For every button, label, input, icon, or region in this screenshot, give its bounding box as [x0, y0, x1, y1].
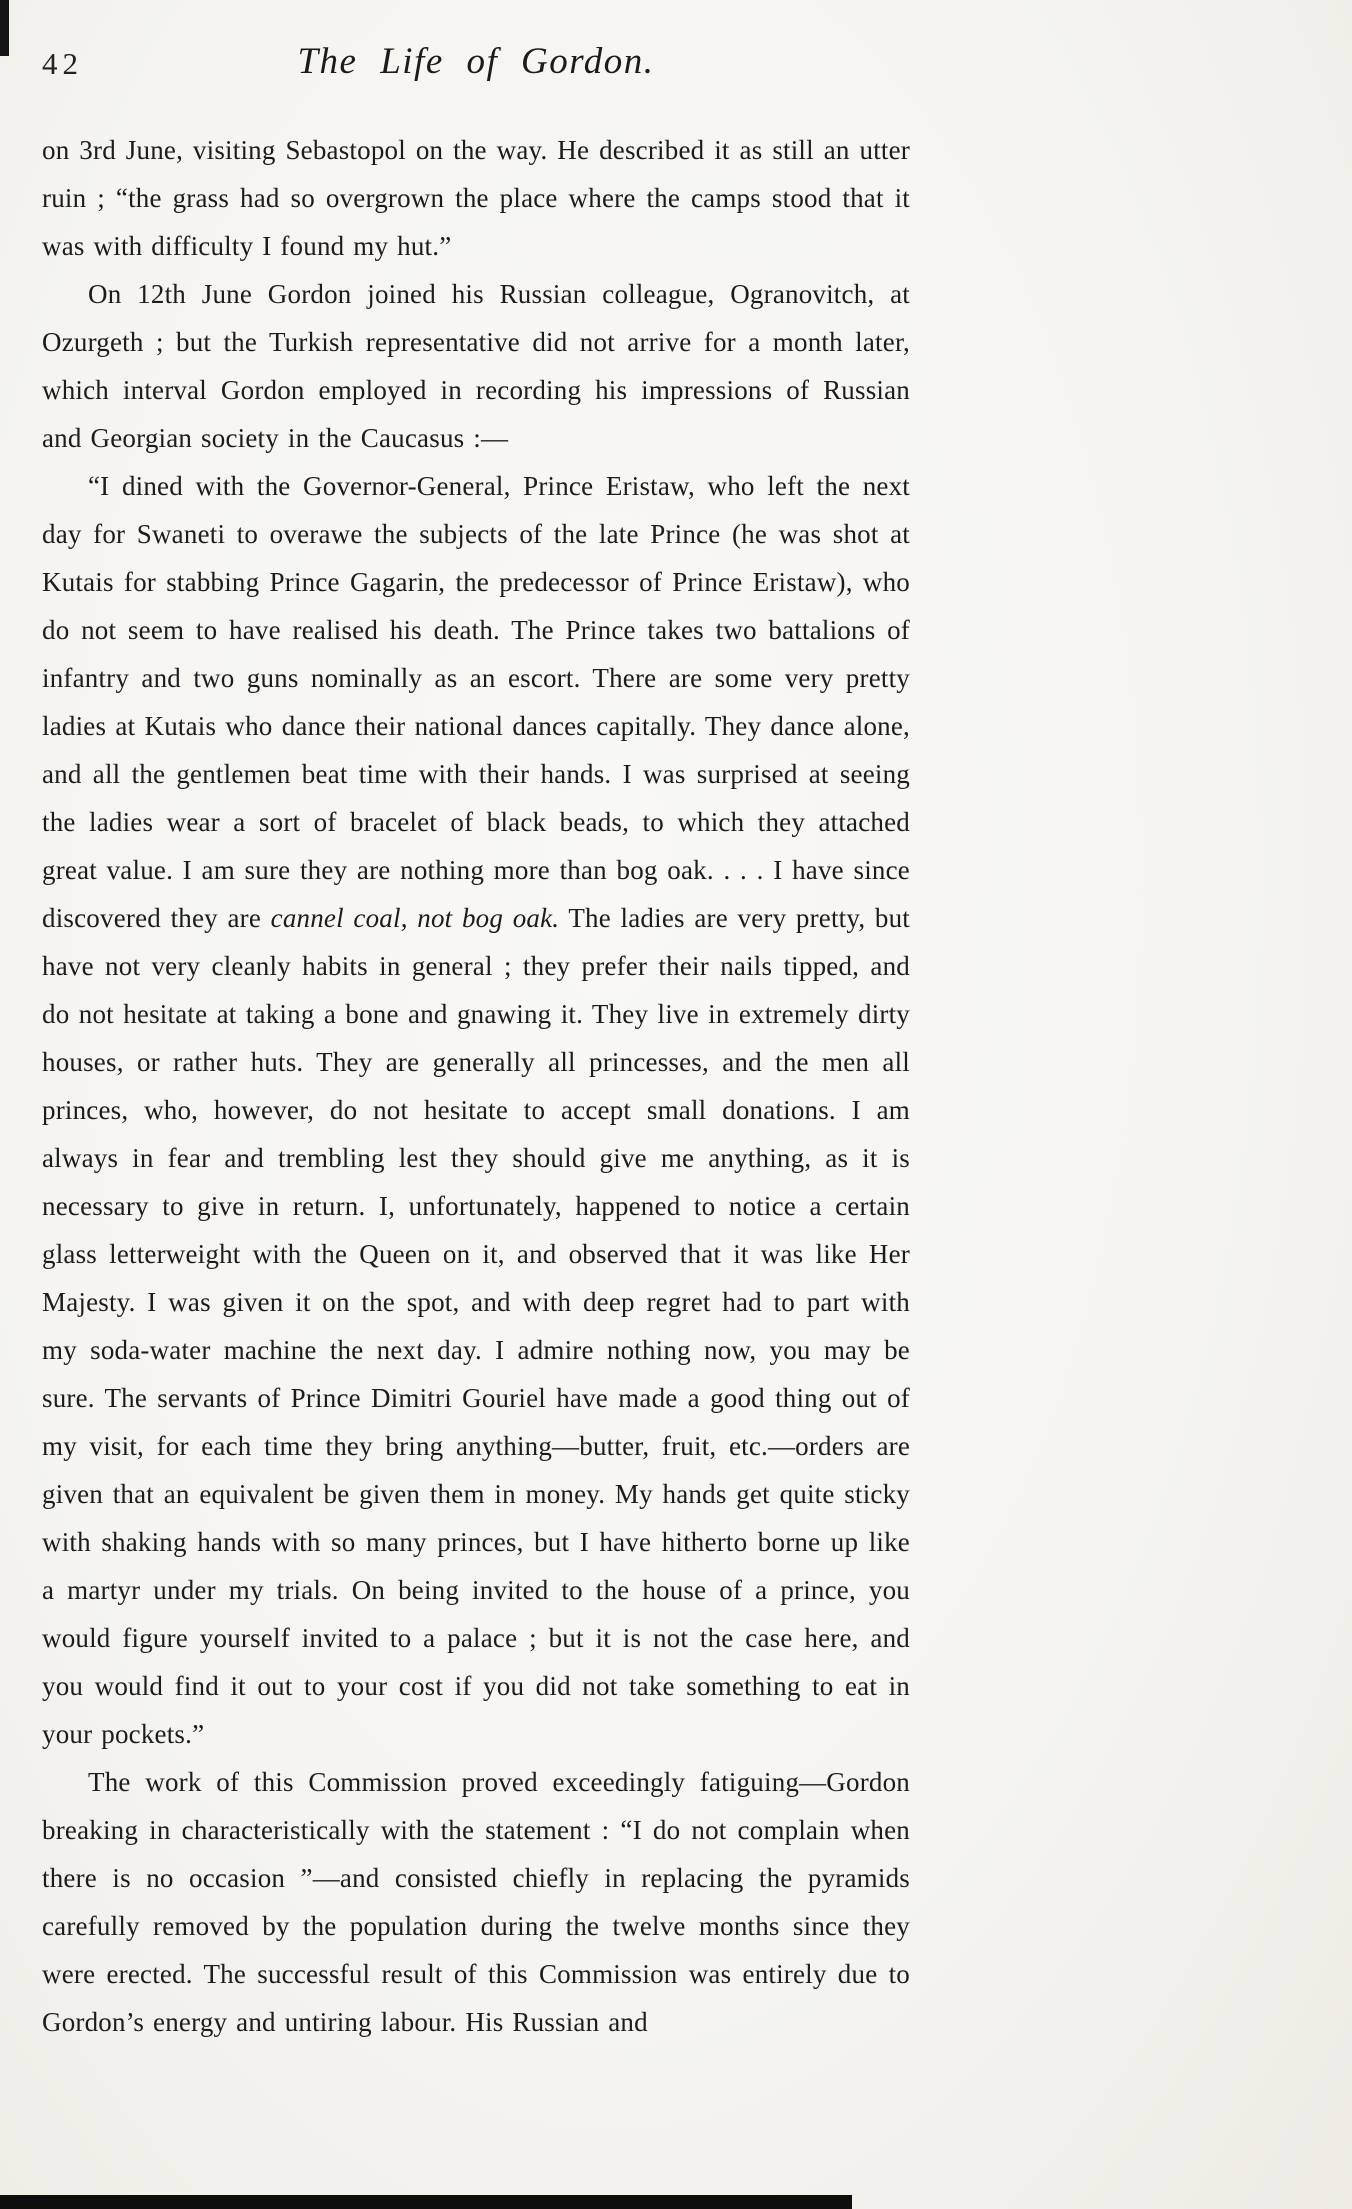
paragraph-continuation [42, 126, 910, 270]
paragraph-commission-result [42, 1758, 910, 2046]
text-column [42, 0, 910, 2046]
paragraph-text: “I dined with the Governor-General, Prince Eristaw, who left the next day for Swaneti to overawe the subjects of the late Prince (he was shot at Kutais for stabbing Prince Gagarin, the predecessor of Prince Eristaw), who do not seem to have realised his death. The Prince takes two battalions of infantry and two guns nominally as an escort. There are some very pretty ladies at Kutais who dance their national dances capitally. They dance alone, and all the gentlemen beat time with their hands. I was surprised at seeing the ladies wear a sort of bracelet of black beads, to which they attached great value. I am sure they are nothing more than bog oak. . . . I have since discovered they are [42, 471, 910, 933]
paragraph-text: On 12th June Gordon joined his Russian colleague, Ogranovitch, at Ozurgeth ; but the Turkish representative did not arrive for a month later, which interval Gordon employed in recording his impressions of Russian and Georgian society in the Caucasus :— [42, 279, 910, 453]
italic-phrase: cannel coal, not bog oak. [270, 903, 560, 933]
page-header [42, 40, 910, 98]
page-body [42, 126, 910, 2046]
paragraph-quoted-letter [42, 462, 910, 1758]
paragraph-text: The ladies are very pretty, but have not very cleanly habits in general ; they prefer their nails tipped, and do not hesitate at taking a bone and gnawing it. They live in extremely dirty houses, or rather huts. They are generally all princesses, and the men all princes, who, however, do not hesitate to accept small donations. I am always in fear and trembling lest they should give me anything, as it is necessary to give in return. I, unfortunately, happened to notice a certain glass letterweight with the Queen on it, and observed that it was like Her Majesty. I was given it on the spot, and with deep regret had to part with my soda-water machine the next day. I admire nothing now, you may be sure. The servants of Prince Dimitri Gouriel have made a good thing out of my visit, for each time they bring anything—butter, fruit, etc.—orders are given that an equivalent be given them in money. My hands get quite sticky with shaking hands with so many princes, but I have hitherto borne up like a martyr under my trials. On being invited to the house of a prince, you would figure yourself invited to a palace ; but it is not the case here, and you would find it out to your cost if you did not take something to eat in your pockets.” [42, 903, 910, 1749]
paragraph-text: on 3rd June, visiting Sebastopol on the way. He described it as still an utter ruin ; “the grass had so overgrown the place where the camps stood that it was with difficulty I found my hut.” [42, 135, 910, 261]
running-title: The Life of Gordon. [297, 41, 655, 82]
paragraph-commission-intro [42, 270, 910, 462]
paragraph-text: The work of this Commission proved exceedingly fatiguing—Gordon breaking in characteristically with the statement : “I do not complain when there is no occasion ”—and consisted chiefly in replacing the pyramids carefully removed by the population during the twelve months since they were erected. The successful result of this Commission was entirely due to Gordon’s energy and untiring labour. His Russian and [42, 1767, 910, 2037]
scan-artifact-bottom-bar [0, 2195, 852, 2209]
page-number: 42 [42, 46, 83, 81]
scan-artifact-top-left [0, 0, 9, 56]
